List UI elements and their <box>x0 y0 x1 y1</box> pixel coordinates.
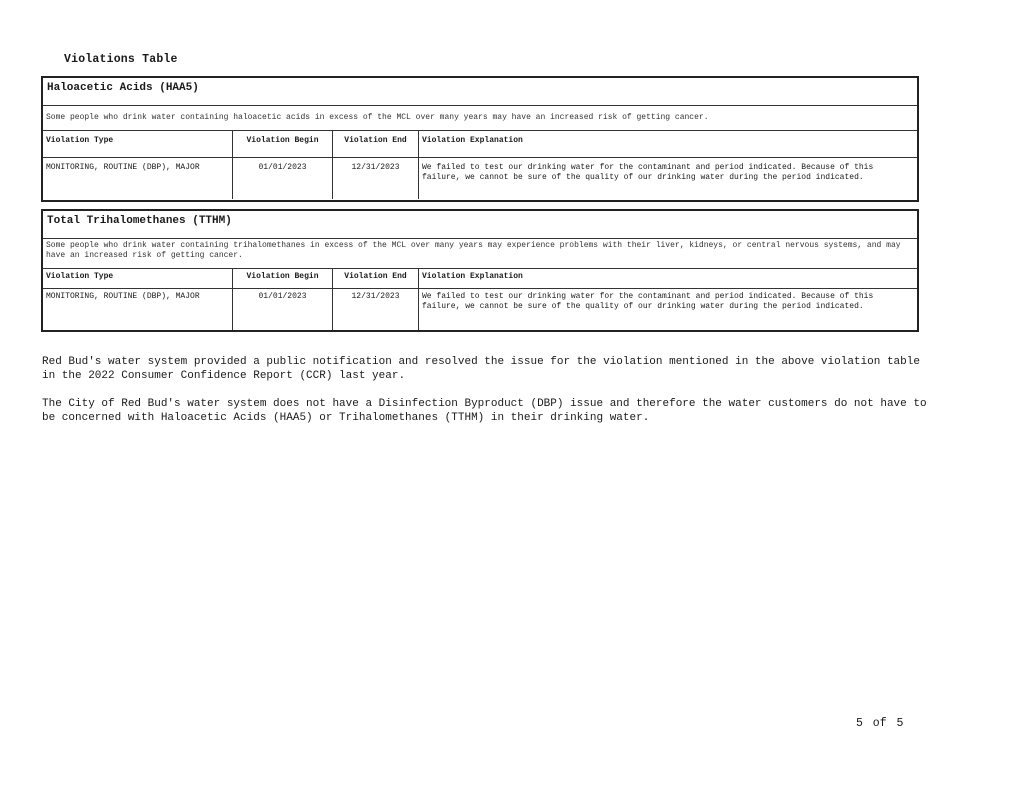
table-row <box>43 158 917 199</box>
table-header-row <box>43 131 917 158</box>
table-row <box>43 289 917 330</box>
violation-explanation-cell: We failed to test our drinking water for the contaminant and period indicated. Because of this failure, we cannot be sure of the quality of our drinking water during the period indicated. <box>422 292 874 311</box>
health-effects-text: Some people who drink water containing haloacetic acids in excess of the MCL over many years may have an increased risk of getting cancer. <box>43 106 917 131</box>
contaminant-name: Haloacetic Acids (HAA5) <box>43 78 917 106</box>
table-header-row <box>43 269 917 289</box>
col-header-violation-explanation: Violation Explanation <box>419 269 917 289</box>
violation-explanation-cell: We failed to test our drinking water for the contaminant and period indicated. Because of this failure, we cannot be sure of the quality of our drinking water during the period indicated. <box>422 163 874 182</box>
page-number: 5 of 5 <box>856 717 904 730</box>
violation-end-cell: 12/31/2023 <box>333 158 419 199</box>
violation-table-tthm <box>41 209 919 332</box>
health-effects-text: Some people who drink water containing trihalomethanes in excess of the MCL over many years may experience problems with their liver, kidneys, or central nervous systems, and may have an increased risk of getting cancer. <box>43 239 917 269</box>
violation-type-cell: MONITORING, ROUTINE (DBP), MAJOR <box>43 158 233 199</box>
notification-paragraph: Red Bud's water system provided a public notification and resolved the issue for the violation mentioned in the above violation table in the 2022 Consumer Confidence Report (CCR) last year. <box>42 356 920 382</box>
contaminant-name: Total Trihalomethanes (TTHM) <box>43 211 917 239</box>
col-header-violation-type: Violation Type <box>43 131 233 158</box>
violation-begin-cell: 01/01/2023 <box>233 158 333 199</box>
col-header-violation-end: Violation End <box>333 131 419 158</box>
violation-end-cell: 12/31/2023 <box>333 289 419 330</box>
violation-table-haa5 <box>41 76 919 202</box>
col-header-violation-type: Violation Type <box>43 269 233 289</box>
section-title: Violations Table <box>64 53 178 66</box>
col-header-violation-end: Violation End <box>333 269 419 289</box>
col-header-violation-explanation: Violation Explanation <box>419 131 917 158</box>
violation-begin-cell: 01/01/2023 <box>233 289 333 330</box>
violation-type-cell: MONITORING, ROUTINE (DBP), MAJOR <box>43 289 233 330</box>
col-header-violation-begin: Violation Begin <box>233 269 333 289</box>
col-header-violation-begin: Violation Begin <box>233 131 333 158</box>
dbp-statement-paragraph: The City of Red Bud's water system does not have a Disinfection Byproduct (DBP) issue and therefore the water customers do not have to be concerned with Haloacetic Acids (HAA5) or Trihalomethanes (TTHM) in their drinking water. <box>42 398 927 424</box>
